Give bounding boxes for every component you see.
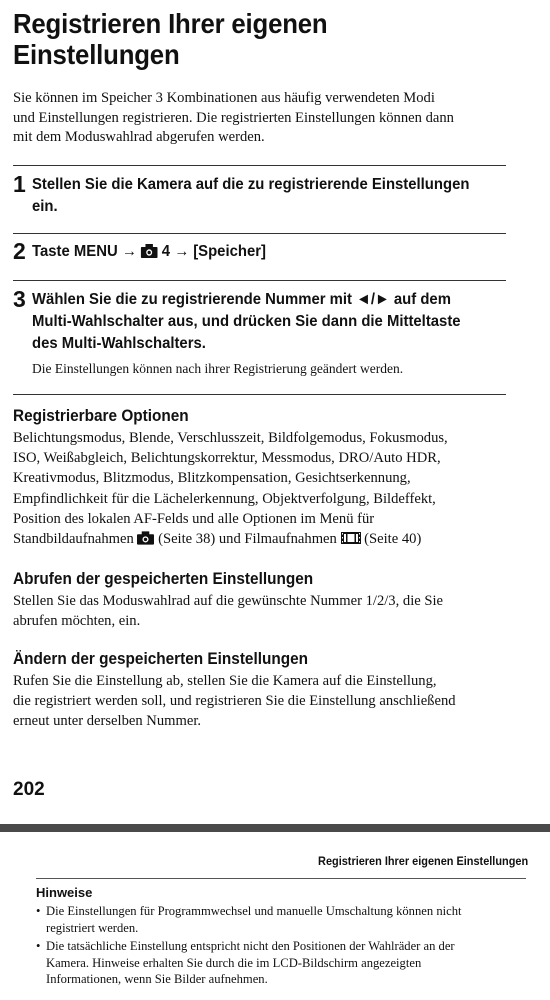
running-head-rule bbox=[36, 878, 526, 879]
options-line-part: (Seite 38) und Filmaufnahmen bbox=[158, 531, 337, 548]
step-number: 3 bbox=[13, 286, 26, 312]
menu-item-label: [Speicher] bbox=[193, 243, 266, 260]
step-line: Multi-Wahlschalter aus, und drücken Sie dann die Mitteltaste bbox=[32, 313, 461, 330]
movie-film-icon bbox=[341, 531, 361, 551]
step-text bbox=[32, 289, 478, 355]
notes-list bbox=[36, 903, 526, 990]
change-line: erneut unter derselben Nummer. bbox=[13, 713, 202, 730]
page-number: 202 bbox=[13, 779, 45, 800]
step-number: 2 bbox=[13, 238, 26, 264]
step-divider bbox=[13, 280, 506, 281]
change-heading: Ändern der gespeicherten Einstellungen bbox=[13, 650, 309, 668]
notes-line: Informationen, wenn Sie Bilder aufnehmen. bbox=[46, 972, 268, 986]
step-number: 1 bbox=[13, 171, 26, 197]
step-line: ein. bbox=[32, 198, 58, 215]
step-divider bbox=[13, 233, 506, 234]
options-line: Empfindlichkeit für die Lächelerkennung, Objektverfolgung, Bildeffekt, bbox=[13, 490, 436, 507]
notes-line: registriert werden. bbox=[46, 920, 139, 935]
left-right-arrow-icon: ◄/► bbox=[356, 291, 390, 308]
menu-tab-number: 4 bbox=[161, 243, 171, 260]
intro-line: Sie können im Speicher 3 Kombinationen aus häufig verwendeten Modi bbox=[13, 90, 435, 106]
arrow-right-icon: → bbox=[174, 243, 190, 260]
bullet-icon: • bbox=[36, 939, 41, 953]
step-text bbox=[32, 174, 478, 218]
step-line bbox=[32, 289, 478, 311]
page-break-bar bbox=[0, 824, 550, 832]
notes-line: Die tatsächliche Einstellung entspricht nicht den Positionen der Wahlräder an der bbox=[46, 939, 455, 953]
notes-line: Kamera. Hinweise erhalten Sie durch die im LCD-Bildschirm angezeigten bbox=[46, 955, 422, 970]
notes-line: Die Einstellungen für Programmwechsel und manuelle Umschaltung können nicht bbox=[46, 904, 462, 918]
camera-icon bbox=[137, 531, 154, 551]
notes-heading: Hinweise bbox=[36, 885, 93, 900]
recall-heading: Abrufen der gespeicherten Einstellungen bbox=[13, 570, 314, 588]
options-heading: Registrierbare Optionen bbox=[13, 407, 189, 425]
recall-line: Stellen Sie das Moduswahlrad auf die gewünschte Nummer 1/2/3, die Sie bbox=[13, 593, 444, 609]
page-title-line2: Einstellungen bbox=[13, 39, 180, 70]
section-divider bbox=[13, 394, 506, 395]
running-head: Registrieren Ihrer eigenen Einstellungen bbox=[317, 856, 528, 868]
intro-line: und Einstellungen registrieren. Die registrierten Einstellungen können dann bbox=[13, 109, 454, 126]
notes-item bbox=[36, 938, 526, 988]
options-line: Kreativmodus, Blitzmodus, Blitzkompensation, Gesichtserkennung, bbox=[13, 470, 411, 487]
options-line: Belichtungsmodus, Blende, Verschlusszeit, Bildfolgemodus, Fokusmodus, bbox=[13, 430, 448, 446]
step-note: Die Einstellungen können nach ihrer Registrierung geändert werden. bbox=[32, 361, 404, 376]
step-divider bbox=[13, 165, 506, 166]
step-text bbox=[32, 241, 478, 265]
options-line: ISO, Weißabgleich, Belichtungskorrektur, Messmodus, DRO/Auto HDR, bbox=[13, 450, 441, 467]
options-line-part: Standbildaufnahmen bbox=[13, 531, 134, 548]
bullet-icon: • bbox=[36, 904, 41, 918]
change-line: Rufen Sie die Einstellung ab, stellen Sie die Kamera auf die Einstellung, bbox=[13, 673, 437, 689]
intro-paragraph bbox=[13, 89, 513, 148]
step-line: des Multi-Wahlschalters. bbox=[32, 335, 206, 352]
notes-item bbox=[36, 903, 526, 936]
step-line-part: Wählen Sie die zu registrierende Nummer mit bbox=[32, 291, 353, 308]
options-line bbox=[13, 529, 513, 551]
camera-icon bbox=[141, 243, 158, 265]
step-line: Stellen Sie die Kamera auf die zu registrierende Einstellungen bbox=[32, 176, 470, 193]
page-title bbox=[13, 8, 491, 70]
menu-key-label: Taste MENU bbox=[32, 243, 118, 260]
arrow-right-icon: → bbox=[121, 243, 137, 260]
intro-line: mit dem Moduswahlrad abgerufen werden. bbox=[13, 129, 265, 145]
options-text bbox=[13, 428, 513, 551]
options-line: Position des lokalen AF-Felds und alle Optionen im Menü für bbox=[13, 510, 375, 527]
recall-line: abrufen möchten, ein. bbox=[13, 613, 141, 630]
change-line: die registriert werden soll, und registrieren Sie die Einstellung anschließend bbox=[13, 693, 456, 710]
page-title-line1: Registrieren Ihrer eigenen bbox=[13, 8, 328, 39]
change-text bbox=[13, 671, 513, 732]
options-line-part: (Seite 40) bbox=[364, 531, 422, 548]
recall-text bbox=[13, 591, 513, 631]
step-line-part: auf dem bbox=[393, 291, 451, 308]
